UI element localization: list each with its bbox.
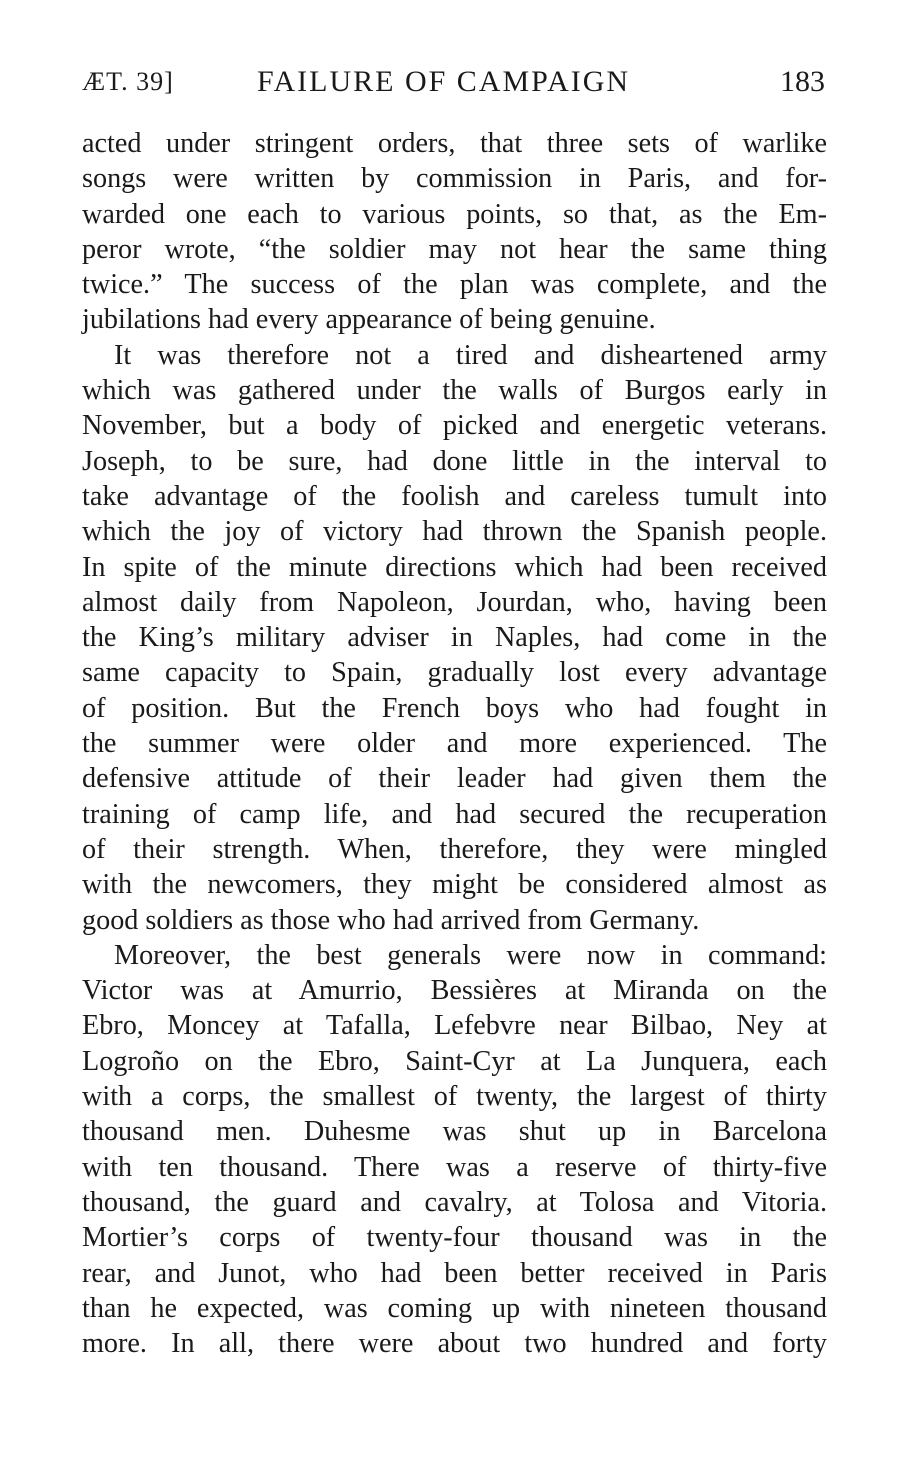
text-line: songs were written by commission in Paris, and for- bbox=[82, 163, 827, 195]
text-line: the King’s military adviser in Naples, had come in the bbox=[82, 622, 827, 654]
text-line: Moreover, the best generals were now in command: bbox=[114, 939, 827, 971]
text-line: with ten thousand. There was a reserve of thirty-five bbox=[82, 1151, 827, 1183]
body-text bbox=[82, 126, 827, 1361]
text-line: training of camp life, and had secured the recuperation bbox=[82, 798, 827, 830]
text-line: Mortier’s corps of twenty-four thousand was in the bbox=[82, 1222, 827, 1254]
text-line: Logroño on the Ebro, Saint-Cyr at La Junquera, each bbox=[82, 1045, 827, 1077]
text-line: of position. But the French boys who had fought in bbox=[82, 692, 827, 724]
text-line: thousand men. Duhesme was shut up in Barcelona bbox=[82, 1116, 827, 1148]
text-line: with a corps, the smallest of twenty, the largest of thirty bbox=[82, 1081, 827, 1113]
paragraph-2 bbox=[82, 338, 827, 938]
text-line: Ebro, Moncey at Tafalla, Lefebvre near Bilbao, Ney at bbox=[82, 1010, 827, 1042]
text-line: In spite of the minute directions which had been received bbox=[82, 551, 827, 583]
paragraph-3 bbox=[82, 938, 827, 1362]
chapter-age-marker: ÆT. 39] bbox=[82, 67, 174, 96]
text-line: which the joy of victory had thrown the Spanish people. bbox=[82, 516, 827, 548]
text-line: of their strength. When, therefore, they were mingled bbox=[82, 833, 827, 865]
paragraph-1 bbox=[82, 126, 827, 338]
text-line: twice.” The success of the plan was complete, and the bbox=[82, 269, 827, 301]
text-line: acted under stringent orders, that three sets of warlike bbox=[82, 128, 827, 159]
text-line: with the newcomers, they might be considered almost as bbox=[82, 869, 827, 901]
text-line: warded one each to various points, so that, as the Em- bbox=[82, 198, 827, 230]
text-line: take advantage of the foolish and careless tumult into bbox=[82, 480, 827, 512]
page-number: 183 bbox=[780, 65, 825, 98]
text-line: rear, and Junot, who had been better received in Paris bbox=[82, 1257, 827, 1289]
text-line: than he expected, was coming up with nineteen thousand bbox=[82, 1292, 827, 1324]
running-head bbox=[82, 62, 827, 102]
text-line: Victor was at Amurrio, Bessières at Miranda on the bbox=[82, 975, 827, 1007]
text-line: Joseph, to be sure, had done little in the interval to bbox=[82, 445, 827, 477]
text-line: peror wrote, “the soldier may not hear the same thing bbox=[82, 233, 827, 265]
text-line: thousand, the guard and cavalry, at Tolosa and Vitoria. bbox=[82, 1186, 827, 1218]
text-line: It was therefore not a tired and disheartened army bbox=[114, 339, 827, 371]
text-line: more. In all, there were about two hundred and forty bbox=[82, 1328, 827, 1360]
running-title: FAILURE OF CAMPAIGN bbox=[257, 65, 631, 98]
text-line: good soldiers as those who had arrived from Germany. bbox=[82, 904, 700, 936]
text-line: defensive attitude of their leader had given them the bbox=[82, 763, 827, 795]
text-line: jubilations had every appearance of being genuine. bbox=[82, 304, 656, 336]
text-line: the summer were older and more experienced. The bbox=[82, 728, 827, 760]
text-line: same capacity to Spain, gradually lost every advantage bbox=[82, 657, 827, 689]
text-line: November, but a body of picked and energetic veterans. bbox=[82, 410, 827, 442]
text-line: which was gathered under the walls of Burgos early in bbox=[82, 375, 827, 407]
text-line: almost daily from Napoleon, Jourdan, who, having been bbox=[82, 586, 827, 618]
